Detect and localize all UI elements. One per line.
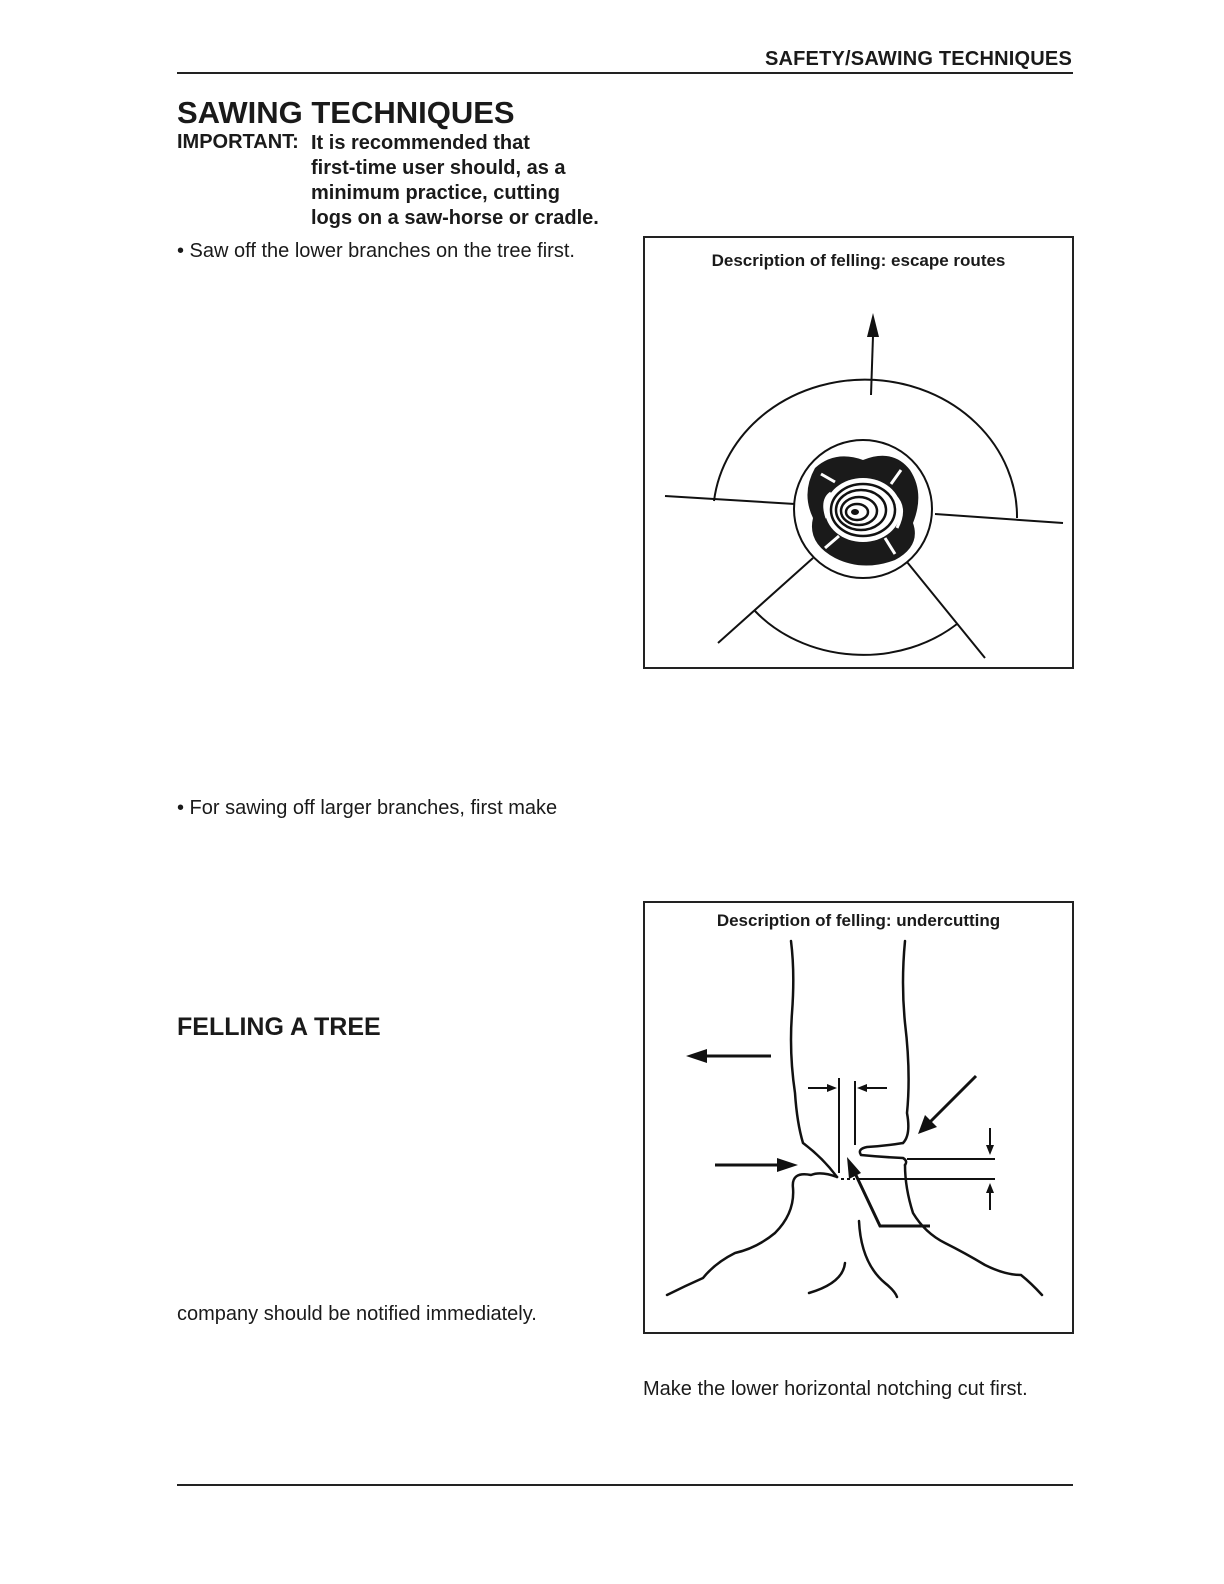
escape-routes-diagram bbox=[645, 238, 1076, 671]
fall-direction-arrowhead bbox=[867, 313, 879, 337]
felling-a-tree-heading: FELLING A TREE bbox=[177, 1013, 381, 1041]
important-line: logs on a saw-horse or cradle. bbox=[311, 207, 599, 229]
undercut-caption: Make the lower horizontal notching cut first. bbox=[643, 1378, 1028, 1400]
undercutting-title: Description of felling: undercutting bbox=[716, 911, 1001, 930]
boundary-line-left bbox=[665, 496, 795, 504]
undercutting-figure bbox=[643, 901, 1074, 1334]
hinge-pointer-arrow-icon bbox=[847, 1157, 861, 1179]
undercutting-diagram bbox=[645, 903, 1076, 1336]
bullet-lower-branches: • Saw off the lower branches on the tree first. bbox=[177, 240, 575, 262]
danger-zone-arc bbox=[755, 611, 957, 655]
escape-routes-title: Description of felling: escape routes bbox=[711, 251, 1006, 270]
height-arrow-up-icon bbox=[986, 1183, 994, 1193]
fall-direction-arrow-icon bbox=[686, 1049, 707, 1063]
boundary-line-right bbox=[935, 514, 1063, 523]
important-line: first-time user should, as a bbox=[311, 157, 566, 179]
escape-route-line-left bbox=[718, 558, 813, 643]
fall-direction-line bbox=[871, 336, 873, 395]
bullet-larger-branches: • For sawing off larger branches, first make bbox=[177, 797, 558, 819]
gap-arrow-left-icon bbox=[827, 1084, 837, 1092]
important-label: IMPORTANT: bbox=[177, 131, 299, 153]
height-arrow-down-icon bbox=[986, 1145, 994, 1155]
important-note bbox=[311, 131, 599, 231]
footer-rule bbox=[177, 1484, 1073, 1486]
tree-stump-icon bbox=[794, 440, 932, 578]
section-header: SAFETY/SAWING TECHNIQUES bbox=[764, 48, 1072, 70]
escape-route-line-right bbox=[907, 562, 985, 658]
felling-note: company should be notified immediately. bbox=[177, 1303, 537, 1325]
gap-arrow-right-icon bbox=[857, 1084, 867, 1092]
important-line: minimum practice, cutting bbox=[311, 182, 560, 204]
sawing-techniques-heading: SAWING TECHNIQUES bbox=[177, 95, 515, 130]
important-line: It is recommended that bbox=[311, 132, 530, 154]
notch-arrow-icon bbox=[777, 1158, 798, 1172]
escape-routes-figure bbox=[643, 236, 1074, 669]
header-rule bbox=[177, 72, 1073, 74]
